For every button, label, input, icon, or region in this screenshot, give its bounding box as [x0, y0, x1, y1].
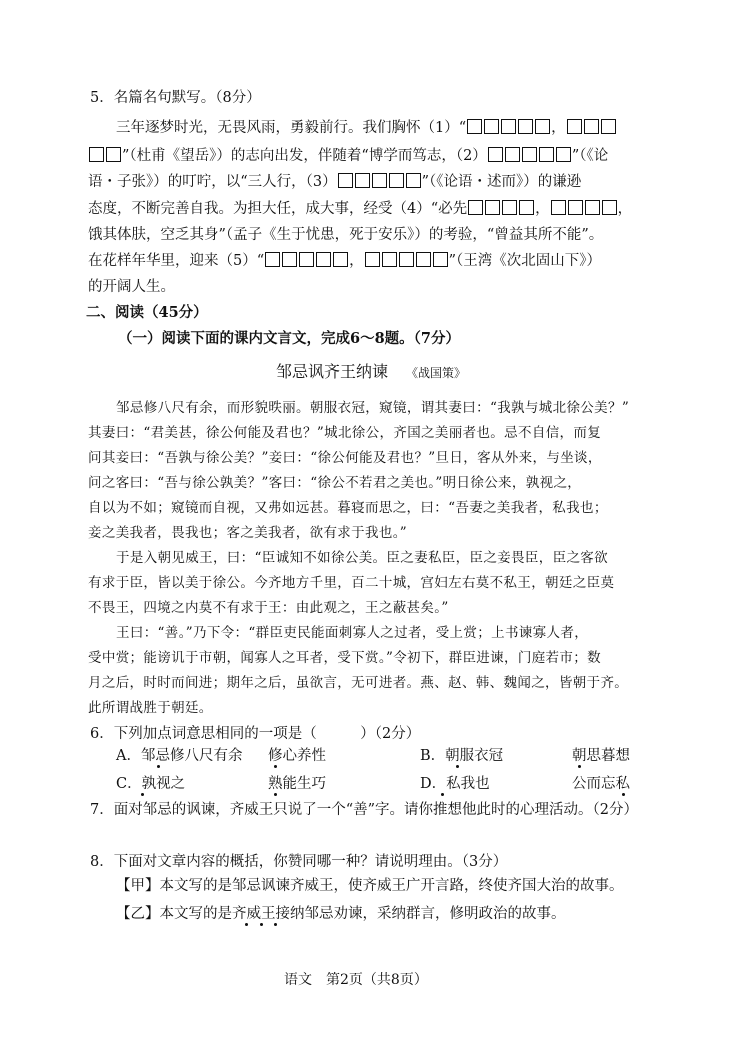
answer-box [519, 200, 534, 215]
answer-box [567, 119, 582, 134]
passage-line: 自以为不如；窥镜而自视，又弗如远甚。暮寝而思之，曰：“吾妻之美我者，私我也； [88, 500, 608, 516]
answer-box [601, 119, 616, 134]
emphasis-dot [275, 762, 276, 763]
answer-box [389, 173, 404, 188]
q8-stem: 8．下面对文章内容的概括，你赞同哪一种？请说明理由。（3分） [90, 854, 508, 870]
passage-title: 邹忌讽齐王纳谏 [276, 362, 389, 381]
emphasis-dot [275, 790, 276, 791]
q6-option-c-compare: 熟能生巧 [268, 776, 326, 792]
q5-line-3: 语・子张》）的叮咛，以“三人行，（3） ”（《论语・述而》）的谦逊 [88, 174, 582, 190]
answer-box [505, 147, 520, 162]
answer-box [399, 252, 414, 267]
answer-box [282, 252, 297, 267]
q6-option-c: C．孰视之 [116, 776, 186, 792]
answer-box [382, 252, 397, 267]
answer-box [265, 252, 280, 267]
passage-line: 王曰：“善。”乃下令：“群臣吏民能面刺寡人之过者，受上赏；上书谏寡人者， [116, 625, 589, 641]
passage-line: 妾之美我者，畏我也；客之美我者，欲有求于我也。” [88, 525, 408, 541]
answer-box [556, 147, 571, 162]
passage-line: 问之客曰：“吾与徐公孰美？”客曰：“徐公不若君之美也。”明日徐公来，孰视之， [88, 475, 582, 491]
answer-box [502, 200, 517, 215]
answer-box [522, 147, 537, 162]
passage-line: 此所谓战胜于朝廷。 [88, 700, 213, 716]
answer-box [585, 200, 600, 215]
q6-option-b-compare: 朝思暮想 [572, 748, 630, 764]
passage-line: 问其妾曰：“吾孰与徐公美？”妾曰：“徐公何能及君也？”旦日，客从外来，与坐谈， [88, 450, 602, 466]
section-subheading: （一）阅读下面的课内文言文，完成6～8题。（7分） [118, 330, 461, 347]
q8-option-jia: 【甲】本文写的是邹忌讽谏齐威王，使齐威王广开言路，终使齐国大治的故事。 [116, 878, 624, 894]
answer-box [488, 147, 503, 162]
emphasis-dot [261, 920, 262, 921]
answer-box [406, 173, 421, 188]
emphasis-dot [442, 790, 443, 791]
answer-box [484, 119, 499, 134]
answer-box [539, 147, 554, 162]
q6-option-a: A．邹忌修八尺有余 [116, 748, 243, 764]
emphasis-dot [275, 920, 276, 921]
q6-stem: 6．下列加点词意思相同的一项是（ ）（2分） [90, 726, 421, 742]
section-heading: 二、阅读（45分） [86, 304, 208, 321]
q6-option-b: B．朝服衣冠 [420, 748, 504, 764]
q7-stem: 7．面对邹忌的讽谏，齐威王只说了一个“善”字。请你推想他此时的心理活动。（2分） [90, 802, 639, 818]
q6-option-d-compare: 公而忘私 [572, 776, 630, 792]
passage-line: 不畏王，四境之内莫不有求于王：由此观之，王之蔽甚矣。” [88, 600, 449, 616]
emphasis-dot [457, 762, 458, 763]
passage-line: 于是入朝见威王，曰：“臣诚知不如徐公美。臣之妻私臣，臣之妾畏臣，臣之客欲 [116, 550, 609, 566]
answer-box [468, 200, 483, 215]
answer-box [365, 252, 380, 267]
answer-box [355, 173, 370, 188]
passage-line: 月之后，时时而间进；期年之后，虽欲言，无可进者。燕、赵、韩、魏闻之，皆朝于齐。 [88, 675, 629, 691]
passage-line: 有求于臣，皆以美于徐公。今齐地方千里，百二十城，宫妇左右莫不私王，朝廷之臣莫 [88, 575, 615, 591]
answer-box [333, 252, 348, 267]
answer-box [338, 173, 353, 188]
passage-line: 受中赏；能谤讥于市朝，闻寡人之耳者，受下赏。”令初下，群臣进谏，门庭若市；数 [88, 650, 601, 666]
emphasis-dot [246, 920, 247, 921]
answer-box [551, 200, 566, 215]
answer-box [584, 119, 599, 134]
answer-box [106, 147, 121, 162]
passage-source: 《战国策》 [406, 366, 467, 380]
answer-box [467, 119, 482, 134]
passage-line: 其妻曰：“君美甚，徐公何能及君也？”城北徐公，齐国之美丽者也。忌不自信，而复 [88, 425, 602, 441]
q8-option-yi: 【乙】本文写的是齐威王接纳邹忌劝谏，采纳群言，修明政治的故事。 [116, 906, 566, 922]
q6-option-d: D．私我也 [420, 776, 490, 792]
answer-box [299, 252, 314, 267]
answer-box [485, 200, 500, 215]
answer-box [372, 173, 387, 188]
q5-line-6: 在花样年华里，迎来（5）“ ， ”（王湾《次北固山下》） [88, 253, 602, 269]
answer-box [416, 252, 431, 267]
passage-title-row [276, 362, 466, 383]
emphasis-dot [142, 790, 143, 791]
answer-box [501, 119, 516, 134]
page-footer: 语文 第2页（共8页） [284, 972, 428, 988]
answer-box [433, 252, 448, 267]
emphasis-dot [579, 762, 580, 763]
answer-box [535, 119, 550, 134]
emphasis-dot [158, 762, 159, 763]
emphasis-dot [623, 790, 624, 791]
answer-box [568, 200, 583, 215]
q5-line-5: 饿其体肤，空乏其身”（孟子《生于忧患，死于安乐》）的考验，“曾益其所不能”。 [88, 227, 604, 243]
answer-box [316, 252, 331, 267]
q5-line-2: ”（杜甫《望岳》）的志向出发，伴随着“博学而笃志，（2） ”（《论 [88, 146, 608, 166]
answer-box [602, 200, 617, 215]
answer-box [89, 147, 104, 162]
answer-box [518, 119, 533, 134]
q6-option-a-compare: 修心养性 [268, 748, 326, 764]
q5-line-1: 三年逐梦时光，无畏风雨，勇毅前行。我们胸怀（1）“ ， [116, 118, 617, 138]
passage-line: 邹忌修八尺有余，而形貌昳丽。朝服衣冠，窥镜，谓其妻曰：“我孰与城北徐公美？” [116, 400, 630, 416]
q5-heading: 5．名篇名句默写。（8分） [90, 90, 261, 106]
q5-line-7: 的开阔人生。 [88, 279, 175, 295]
q5-line-4: 态度，不断完善自我。为担大任，成大事，经受（4）“必先 ， ， [88, 201, 633, 217]
